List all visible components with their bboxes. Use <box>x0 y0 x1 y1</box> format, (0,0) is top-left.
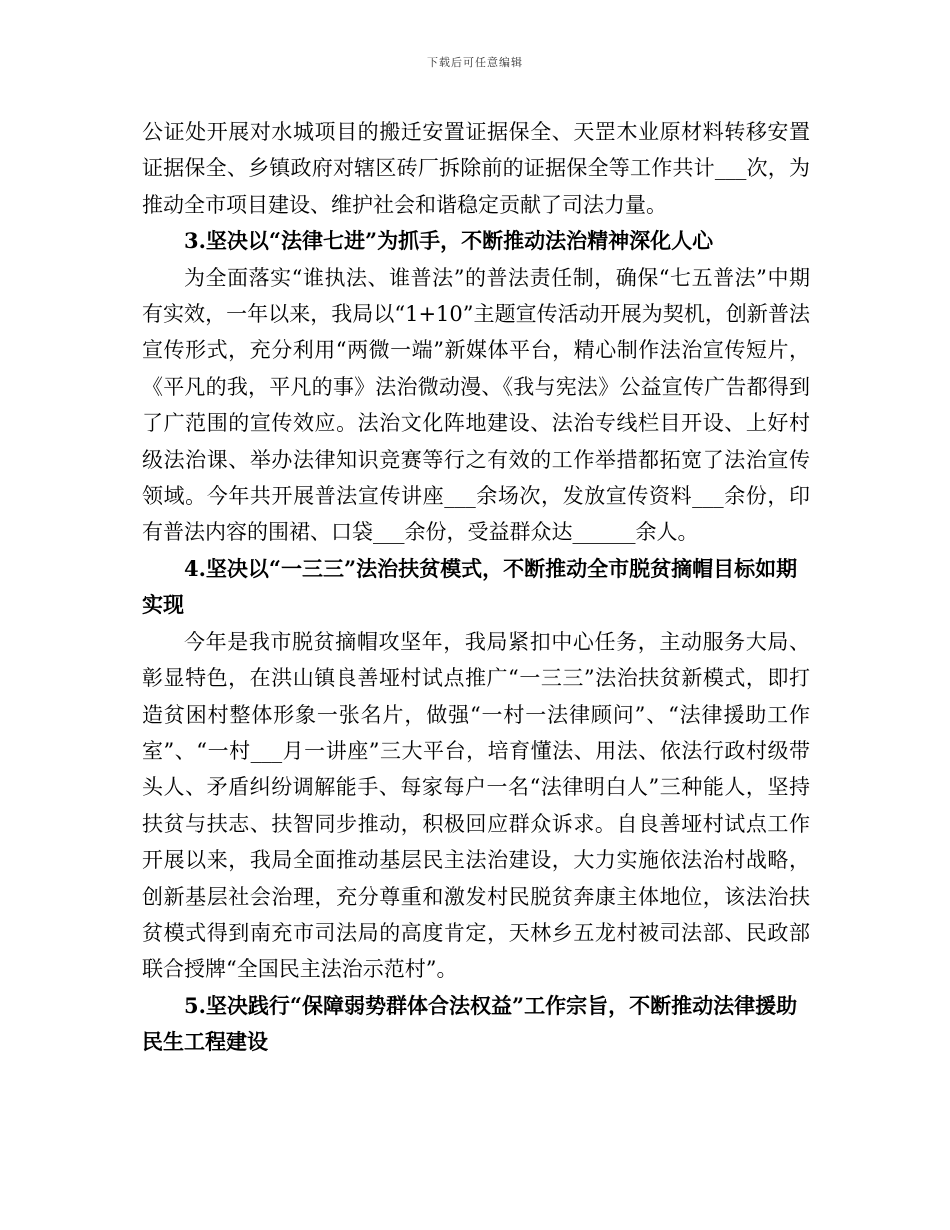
document-body <box>142 114 810 1061</box>
paragraph-3: 今年是我市脱贫摘帽攻坚年，我局紧扣中心任务，主动服务大局、彰显特色，在洪山镇良善垭村试点推广“一三三”法治扶贫新模式，即打造贫困村整体形象一张名片，做强“一村一法律顾问”、“法律援助工作室”、“一村___月一讲座”三大平台，培育懂法、用法、依法行政村级带头人、矛盾纠纷调解能手、每家每户一名“法律明白人”三种能人，坚持扶贫与扶志、扶智同步推动，积极回应群众诉求。自良善垭村试点工作开展以来，我局全面推动基层民主法治建设，大力实施依法治村战略，创新基层社会治理，充分尊重和激发村民脱贫奔康主体地位，该法治扶贫模式得到南充市司法局的高度肯定，天林乡五龙村被司法部、民政部联合授牌“全国民主法治示范村”。 <box>142 629 810 982</box>
paragraph-1: 公证处开展对水城项目的搬迁安置证据保全、天罡木业原材料转移安置证据保全、乡镇政府对辖区砖厂拆除前的证据保全等工作共计___次，为推动全市项目建设、维护社会和谐稳定贡献了司法力量。 <box>142 120 810 217</box>
page-header: 下载后可任意编辑 <box>427 56 523 69</box>
paragraph-2: 为全面落实“谁执法、谁普法”的普法责任制，确保“七五普法”中期有实效，一年以来，我局以“1+10”主题宣传活动开展为契机，创新普法宣传形式，充分利用“两微一端”新媒体平台，精心制作法治宣传短片，《平凡的我，平凡的事》法治微动漫、《我与宪法》公益宣传广告都得到了广范围的宣传效应。法治文化阵地建设、法治专线栏目开设、上好村级法治课、举办法律知识竞赛等行之有效的工作举措都拓宽了法治宣传领域。今年共开展普法宣传讲座___余场次，发放宣传资料___余份，印有普法内容的围裙、口袋___余份，受益群众达______余人。 <box>142 265 810 545</box>
section-heading-4: 4.坚决以“一三三”法治扶贫模式，不断推动全市脱贫摘帽目标如期实现 <box>142 555 798 618</box>
section-heading-5: 5.坚决践行“保障弱势群体合法权益”工作宗旨，不断推动法律援助民生工程建设 <box>142 992 798 1055</box>
section-heading-3: 3.坚决以“法律七进”为抓手，不断推动法治精神深化人心 <box>184 228 714 254</box>
